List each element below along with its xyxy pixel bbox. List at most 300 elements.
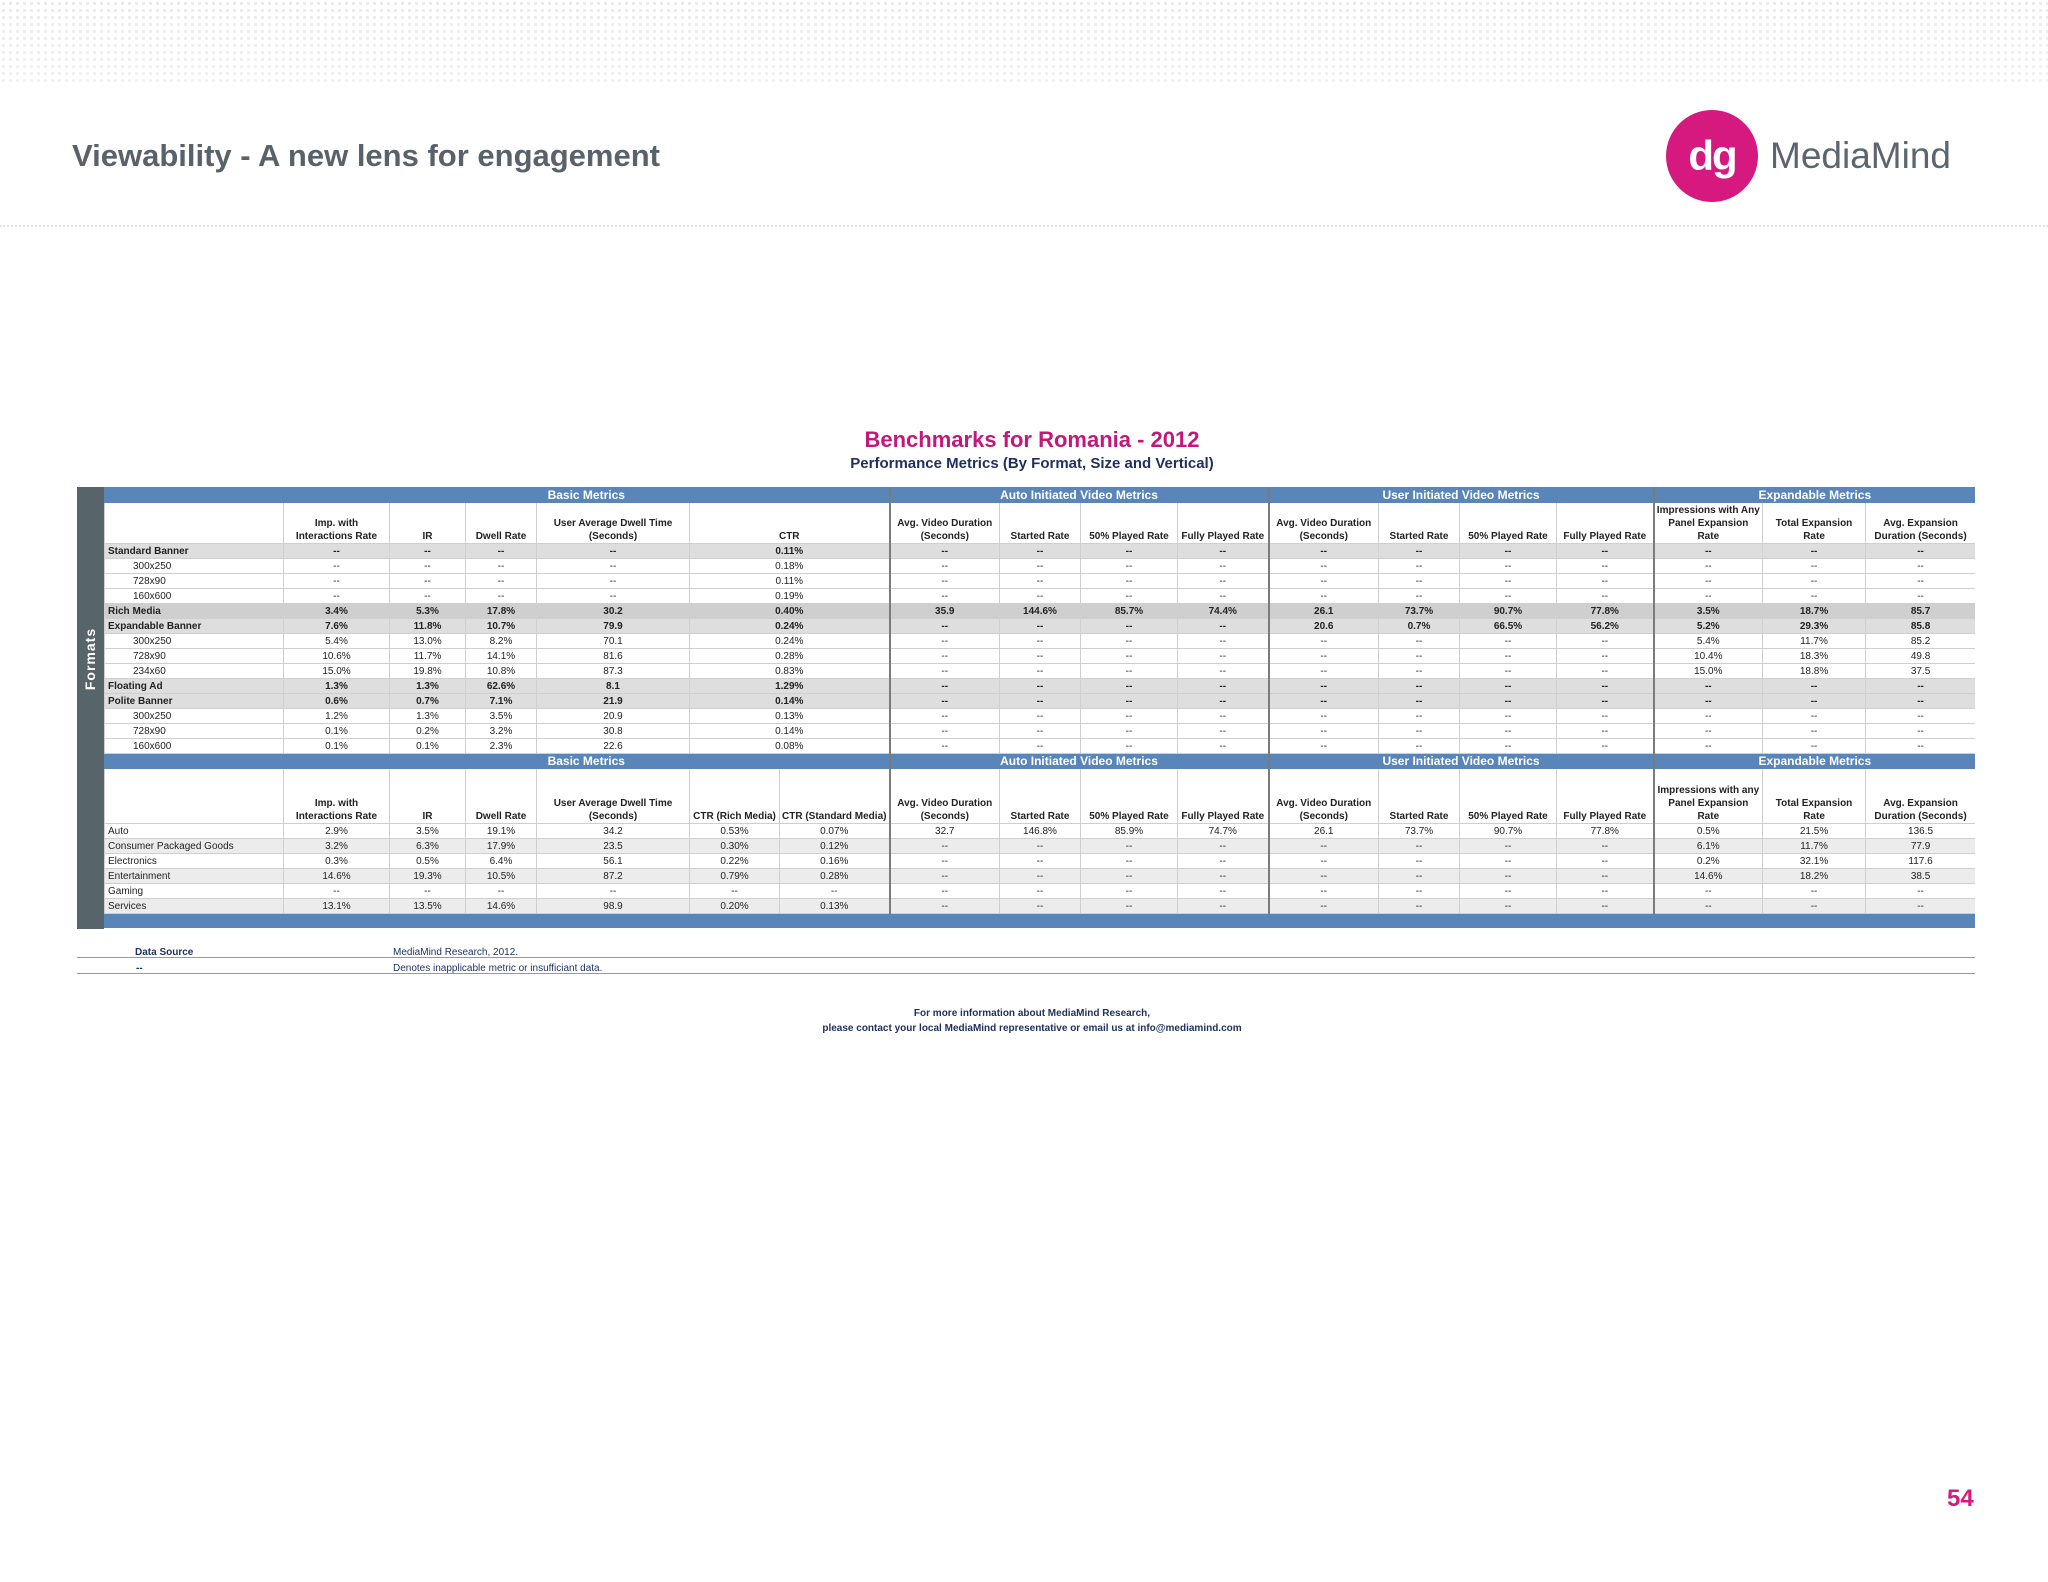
table-cell: -- [284, 544, 390, 559]
table-cell: 90.7% [1460, 604, 1557, 619]
table-cell: -- [1379, 899, 1460, 914]
table-cell: -- [1178, 619, 1269, 634]
table-cell: -- [1081, 854, 1178, 869]
table-cell: 8.1 [537, 679, 690, 694]
table-cell: -- [1000, 619, 1081, 634]
table-cell: -- [1460, 649, 1557, 664]
formats-side-label: Formats [82, 627, 98, 691]
section-basic-metrics: Basic Metrics [284, 754, 890, 769]
dash-legend-value: Denotes inapplicable metric or insufficiant data. [393, 963, 603, 974]
table-cell: -- [1379, 884, 1460, 899]
row-label: Services [105, 899, 284, 914]
table-cell: 21.9 [537, 694, 690, 709]
table-cell: 15.0% [1654, 664, 1763, 679]
row-label: Entertainment [105, 869, 284, 884]
table-cell: -- [1763, 589, 1866, 604]
column-header-row-formats [105, 503, 1976, 544]
table-cell: 0.3% [284, 854, 390, 869]
table-cell: 3.2% [284, 839, 390, 854]
table-cell: -- [890, 634, 1000, 649]
page-title: Viewability - A new lens for engagement [72, 138, 660, 173]
table-cell: 79.9 [537, 619, 690, 634]
table-cell: -- [1000, 649, 1081, 664]
table-cell: -- [1379, 694, 1460, 709]
row-label: 234x60 [105, 664, 284, 679]
column-header: Started Rate [1000, 503, 1081, 544]
table-cell: -- [390, 574, 466, 589]
table-cell: -- [890, 544, 1000, 559]
table-cell: -- [1178, 709, 1269, 724]
table-cell: -- [1269, 709, 1379, 724]
table-cell: -- [1379, 854, 1460, 869]
table-cell: 0.11% [690, 574, 890, 589]
row-label: 160x600 [105, 739, 284, 754]
table-cell: 30.8 [537, 724, 690, 739]
table-cell: -- [390, 544, 466, 559]
table-cell: 14.6% [284, 869, 390, 884]
section-blank-cell [105, 754, 284, 769]
table-cell: -- [537, 589, 690, 604]
table-cell: 23.5 [537, 839, 690, 854]
table-cell: -- [890, 559, 1000, 574]
mediamind-logo [1666, 110, 1951, 202]
table-cell: -- [1000, 664, 1081, 679]
table-cell: -- [1081, 694, 1178, 709]
table-cell: -- [1379, 739, 1460, 754]
table-row [105, 854, 1976, 869]
table-cell: -- [1654, 899, 1763, 914]
table-cell: 18.8% [1763, 664, 1866, 679]
table-cell: -- [1379, 589, 1460, 604]
table-cell: -- [890, 839, 1000, 854]
table-cell: -- [1866, 709, 1975, 724]
table-cell: 146.8% [1000, 824, 1081, 839]
column-header: Imp. with Interactions Rate [284, 503, 390, 544]
table-cell: -- [1763, 694, 1866, 709]
table-cell: 3.5% [390, 824, 466, 839]
table-cell: 10.6% [284, 649, 390, 664]
table-cell: -- [1866, 589, 1975, 604]
column-header: Total Expansion Rate [1763, 503, 1866, 544]
column-header: CTR (Standard Media) [780, 769, 890, 824]
benchmark-table-body [105, 488, 1976, 928]
table-cell: -- [1379, 709, 1460, 724]
section-user-video-metrics: User Initiated Video Metrics [1269, 488, 1654, 503]
row-label: 728x90 [105, 574, 284, 589]
table-cell: 2.3% [466, 739, 537, 754]
table-cell: -- [1557, 694, 1654, 709]
table-cell: -- [1866, 739, 1975, 754]
table-cell: -- [890, 709, 1000, 724]
table-cell: -- [1379, 559, 1460, 574]
table-cell: -- [780, 884, 890, 899]
column-header: IR [390, 769, 466, 824]
table-cell: -- [1379, 634, 1460, 649]
table-row [105, 559, 1976, 574]
table-cell: -- [1081, 724, 1178, 739]
table-cell: 0.6% [284, 694, 390, 709]
table-cell: 29.3% [1763, 619, 1866, 634]
row-label: Polite Banner [105, 694, 284, 709]
table-cell: 0.7% [1379, 619, 1460, 634]
table-row [105, 824, 1976, 839]
header-blank-cell [105, 769, 284, 824]
row-label: Consumer Packaged Goods [105, 839, 284, 854]
table-cell: 0.22% [690, 854, 780, 869]
table-cell: 85.7 [1866, 604, 1975, 619]
table-cell: -- [1460, 899, 1557, 914]
table-cell: 5.4% [1654, 634, 1763, 649]
column-header: Dwell Rate [466, 769, 537, 824]
table-cell: -- [1178, 664, 1269, 679]
column-header: Avg. Video Duration (Seconds) [890, 503, 1000, 544]
table-cell: 0.1% [390, 739, 466, 754]
column-header: CTR [690, 503, 890, 544]
column-header: Fully Played Rate [1557, 769, 1654, 824]
table-cell: 13.1% [284, 899, 390, 914]
benchmark-table-container [77, 487, 1975, 929]
table-cell: -- [1081, 544, 1178, 559]
table-cell: 18.7% [1763, 604, 1866, 619]
table-cell: -- [1081, 664, 1178, 679]
table-cell: -- [1178, 649, 1269, 664]
row-label: Rich Media [105, 604, 284, 619]
table-cell: -- [537, 574, 690, 589]
row-label: Electronics [105, 854, 284, 869]
section-header-row-formats [105, 488, 1976, 503]
table-cell: -- [466, 574, 537, 589]
table-cell: -- [1866, 679, 1975, 694]
table-cell: 17.8% [466, 604, 537, 619]
section-auto-video-metrics: Auto Initiated Video Metrics [890, 488, 1269, 503]
table-cell: 56.1 [537, 854, 690, 869]
table-cell: -- [1269, 694, 1379, 709]
table-cell: -- [1557, 724, 1654, 739]
table-cell: 5.3% [390, 604, 466, 619]
table-cell: -- [1178, 884, 1269, 899]
table-cell: -- [1557, 884, 1654, 899]
column-header: Started Rate [1379, 503, 1460, 544]
row-label: 300x250 [105, 634, 284, 649]
table-cell: -- [1557, 664, 1654, 679]
table-cell: 70.1 [537, 634, 690, 649]
table-cell: 11.7% [1763, 634, 1866, 649]
column-header: Dwell Rate [466, 503, 537, 544]
table-cell: -- [284, 559, 390, 574]
table-cell: -- [1763, 679, 1866, 694]
section-auto-video-metrics: Auto Initiated Video Metrics [890, 754, 1269, 769]
table-cell: 0.13% [780, 899, 890, 914]
table-cell: -- [1000, 884, 1081, 899]
column-header: Fully Played Rate [1178, 769, 1269, 824]
table-cell: 37.5 [1866, 664, 1975, 679]
table-cell: -- [1763, 739, 1866, 754]
table-cell: -- [1000, 634, 1081, 649]
column-header: CTR (Rich Media) [690, 769, 780, 824]
table-cell: -- [1081, 679, 1178, 694]
section-blank-cell [105, 488, 284, 503]
table-cell: 0.1% [284, 739, 390, 754]
table-cell: -- [1460, 664, 1557, 679]
data-source-rule [77, 957, 1975, 958]
column-header: 50% Played Rate [1460, 769, 1557, 824]
row-label: Expandable Banner [105, 619, 284, 634]
table-cell: -- [1763, 709, 1866, 724]
header-divider [0, 225, 2048, 227]
table-cell: -- [1000, 544, 1081, 559]
table-cell: -- [1178, 739, 1269, 754]
table-row [105, 869, 1976, 884]
table-cell: 0.14% [690, 724, 890, 739]
table-cell: 0.1% [284, 724, 390, 739]
table-cell: -- [890, 664, 1000, 679]
logo-text: MediaMind [1770, 135, 1951, 176]
table-cell: -- [1269, 724, 1379, 739]
table-cell: -- [1000, 869, 1081, 884]
table-cell: 1.3% [390, 709, 466, 724]
table-cell: 77.9 [1866, 839, 1975, 854]
table-cell: -- [1654, 724, 1763, 739]
column-header: Avg. Video Duration (Seconds) [1269, 769, 1379, 824]
table-cell: -- [1000, 739, 1081, 754]
table-cell: -- [1654, 739, 1763, 754]
table-cell: -- [1269, 574, 1379, 589]
table-cell: 87.3 [537, 664, 690, 679]
row-label: 728x90 [105, 649, 284, 664]
table-cell: -- [1081, 869, 1178, 884]
table-cell: 21.5% [1763, 824, 1866, 839]
table-cell: 20.9 [537, 709, 690, 724]
column-header: Imp. with Interactions Rate [284, 769, 390, 824]
table-cell: -- [1000, 854, 1081, 869]
table-cell: -- [1557, 634, 1654, 649]
table-cell: 73.7% [1379, 824, 1460, 839]
table-cell: 15.0% [284, 664, 390, 679]
table-cell: 8.2% [466, 634, 537, 649]
table-cell: 0.24% [690, 634, 890, 649]
table-cell: -- [1269, 559, 1379, 574]
table-cell: -- [1379, 544, 1460, 559]
table-row [105, 724, 1976, 739]
table-cell: 0.14% [690, 694, 890, 709]
table-cell: -- [390, 589, 466, 604]
table-cell: -- [890, 694, 1000, 709]
table-cell: -- [1178, 544, 1269, 559]
table-cell: -- [1178, 559, 1269, 574]
table-cell: 0.2% [1654, 854, 1763, 869]
dash-legend-label: -- [136, 963, 143, 974]
table-cell: -- [284, 574, 390, 589]
table-cell: -- [1763, 724, 1866, 739]
contact-line-2: please contact your local MediaMind representative or email us at info@mediamind.com [822, 1023, 1242, 1034]
table-cell: -- [1866, 884, 1975, 899]
table-cell: 0.30% [690, 839, 780, 854]
table-cell: -- [284, 589, 390, 604]
table-cell: 3.4% [284, 604, 390, 619]
table-cell: 30.2 [537, 604, 690, 619]
table-cell: 73.7% [1379, 604, 1460, 619]
table-cell: -- [1081, 649, 1178, 664]
row-label: 728x90 [105, 724, 284, 739]
table-cell: -- [1000, 694, 1081, 709]
table-cell: 19.8% [390, 664, 466, 679]
table-cell: 14.6% [1654, 869, 1763, 884]
table-cell: 0.7% [390, 694, 466, 709]
table-cell: -- [1178, 634, 1269, 649]
table-cell: -- [1379, 649, 1460, 664]
data-source-value: MediaMind Research, 2012. [393, 947, 519, 958]
table-cell: 5.2% [1654, 619, 1763, 634]
section-header-row-verticals [105, 754, 1976, 769]
table-cell: 0.28% [690, 649, 890, 664]
table-row [105, 899, 1976, 914]
table-cell: -- [1557, 899, 1654, 914]
table-cell: -- [390, 559, 466, 574]
table-cell: -- [1081, 899, 1178, 914]
column-header: 50% Played Rate [1081, 769, 1178, 824]
table-cell: -- [1654, 694, 1763, 709]
table-row [105, 839, 1976, 854]
table-cell: -- [466, 559, 537, 574]
table-cell: -- [1081, 559, 1178, 574]
table-cell: 0.07% [780, 824, 890, 839]
table-cell: 144.6% [1000, 604, 1081, 619]
row-label: Floating Ad [105, 679, 284, 694]
table-cell: 34.2 [537, 824, 690, 839]
table-cell: -- [1557, 544, 1654, 559]
table-cell: 20.6 [1269, 619, 1379, 634]
table-cell: -- [1178, 869, 1269, 884]
table-cell: -- [537, 884, 690, 899]
table-cell: -- [1178, 899, 1269, 914]
page-number: 54 [1947, 1485, 1974, 1512]
table-cell: -- [1269, 899, 1379, 914]
table-footer-cell [105, 914, 1976, 928]
row-label: Gaming [105, 884, 284, 899]
table-cell: -- [890, 649, 1000, 664]
table-cell: -- [1460, 869, 1557, 884]
table-cell: -- [1269, 739, 1379, 754]
table-row [105, 544, 1976, 559]
table-cell: -- [1379, 574, 1460, 589]
table-cell: -- [1460, 854, 1557, 869]
table-row [105, 589, 1976, 604]
table-cell: -- [1269, 854, 1379, 869]
table-cell: 0.11% [690, 544, 890, 559]
column-header: User Average Dwell Time (Seconds) [537, 769, 690, 824]
table-cell: 62.6% [466, 679, 537, 694]
table-cell: -- [1557, 679, 1654, 694]
table-cell: 19.1% [466, 824, 537, 839]
table-cell: 11.7% [390, 649, 466, 664]
table-cell: 81.6 [537, 649, 690, 664]
table-cell: -- [1379, 839, 1460, 854]
table-cell: -- [1178, 839, 1269, 854]
table-cell: -- [1460, 679, 1557, 694]
table-cell: -- [1081, 739, 1178, 754]
row-label: 160x600 [105, 589, 284, 604]
table-cell: -- [1654, 559, 1763, 574]
table-row [105, 679, 1976, 694]
table-cell: -- [1460, 559, 1557, 574]
table-cell: -- [1866, 724, 1975, 739]
header-blank-cell [105, 503, 284, 544]
table-cell: 11.7% [1763, 839, 1866, 854]
table-cell: -- [1763, 544, 1866, 559]
table-cell: -- [890, 884, 1000, 899]
table-cell: 85.8 [1866, 619, 1975, 634]
table-cell: 26.1 [1269, 604, 1379, 619]
table-cell: -- [1178, 574, 1269, 589]
table-cell: 26.1 [1269, 824, 1379, 839]
column-header: Impressions with Any Panel Expansion Rate [1654, 503, 1763, 544]
table-cell: -- [1379, 869, 1460, 884]
table-cell: 2.9% [284, 824, 390, 839]
table-cell: 7.6% [284, 619, 390, 634]
table-cell: 19.3% [390, 869, 466, 884]
table-cell: 10.8% [466, 664, 537, 679]
table-cell: -- [1379, 664, 1460, 679]
table-cell: -- [1460, 634, 1557, 649]
table-cell: -- [1269, 679, 1379, 694]
table-cell: -- [1557, 649, 1654, 664]
table-cell: 77.8% [1557, 824, 1654, 839]
table-cell: 87.2 [537, 869, 690, 884]
table-cell: -- [1000, 589, 1081, 604]
table-cell: 17.9% [466, 839, 537, 854]
table-cell: -- [1269, 634, 1379, 649]
formats-side-bar [77, 487, 104, 929]
table-cell: 18.2% [1763, 869, 1866, 884]
table-cell: 77.8% [1557, 604, 1654, 619]
table-cell: -- [1557, 559, 1654, 574]
column-header: IR [390, 503, 466, 544]
table-cell: -- [1460, 739, 1557, 754]
table-cell: -- [1081, 574, 1178, 589]
section-expandable-metrics: Expandable Metrics [1654, 754, 1975, 769]
table-cell: 98.9 [537, 899, 690, 914]
table-cell: -- [284, 884, 390, 899]
table-cell: -- [1178, 589, 1269, 604]
column-header: Avg. Expansion Duration (Seconds) [1866, 503, 1975, 544]
table-cell: -- [1763, 884, 1866, 899]
table-cell: -- [1866, 544, 1975, 559]
table-cell: 0.16% [780, 854, 890, 869]
table-cell: -- [1654, 574, 1763, 589]
column-header: Started Rate [1000, 769, 1081, 824]
table-cell: 85.2 [1866, 634, 1975, 649]
table-row [105, 709, 1976, 724]
table-cell: 0.2% [390, 724, 466, 739]
row-label: 300x250 [105, 559, 284, 574]
table-cell: -- [1000, 679, 1081, 694]
table-cell: 0.08% [690, 739, 890, 754]
table-cell: 66.5% [1460, 619, 1557, 634]
table-cell: -- [890, 679, 1000, 694]
table-cell: 32.7 [890, 824, 1000, 839]
table-cell: -- [1460, 544, 1557, 559]
table-cell: -- [1269, 544, 1379, 559]
table-cell: -- [1866, 694, 1975, 709]
table-cell: 7.1% [466, 694, 537, 709]
column-header: Fully Played Rate [1178, 503, 1269, 544]
table-cell: -- [1654, 884, 1763, 899]
table-cell: -- [890, 854, 1000, 869]
table-cell: 0.24% [690, 619, 890, 634]
table-cell: -- [1081, 589, 1178, 604]
table-cell: 0.5% [1654, 824, 1763, 839]
table-cell: 0.53% [690, 824, 780, 839]
